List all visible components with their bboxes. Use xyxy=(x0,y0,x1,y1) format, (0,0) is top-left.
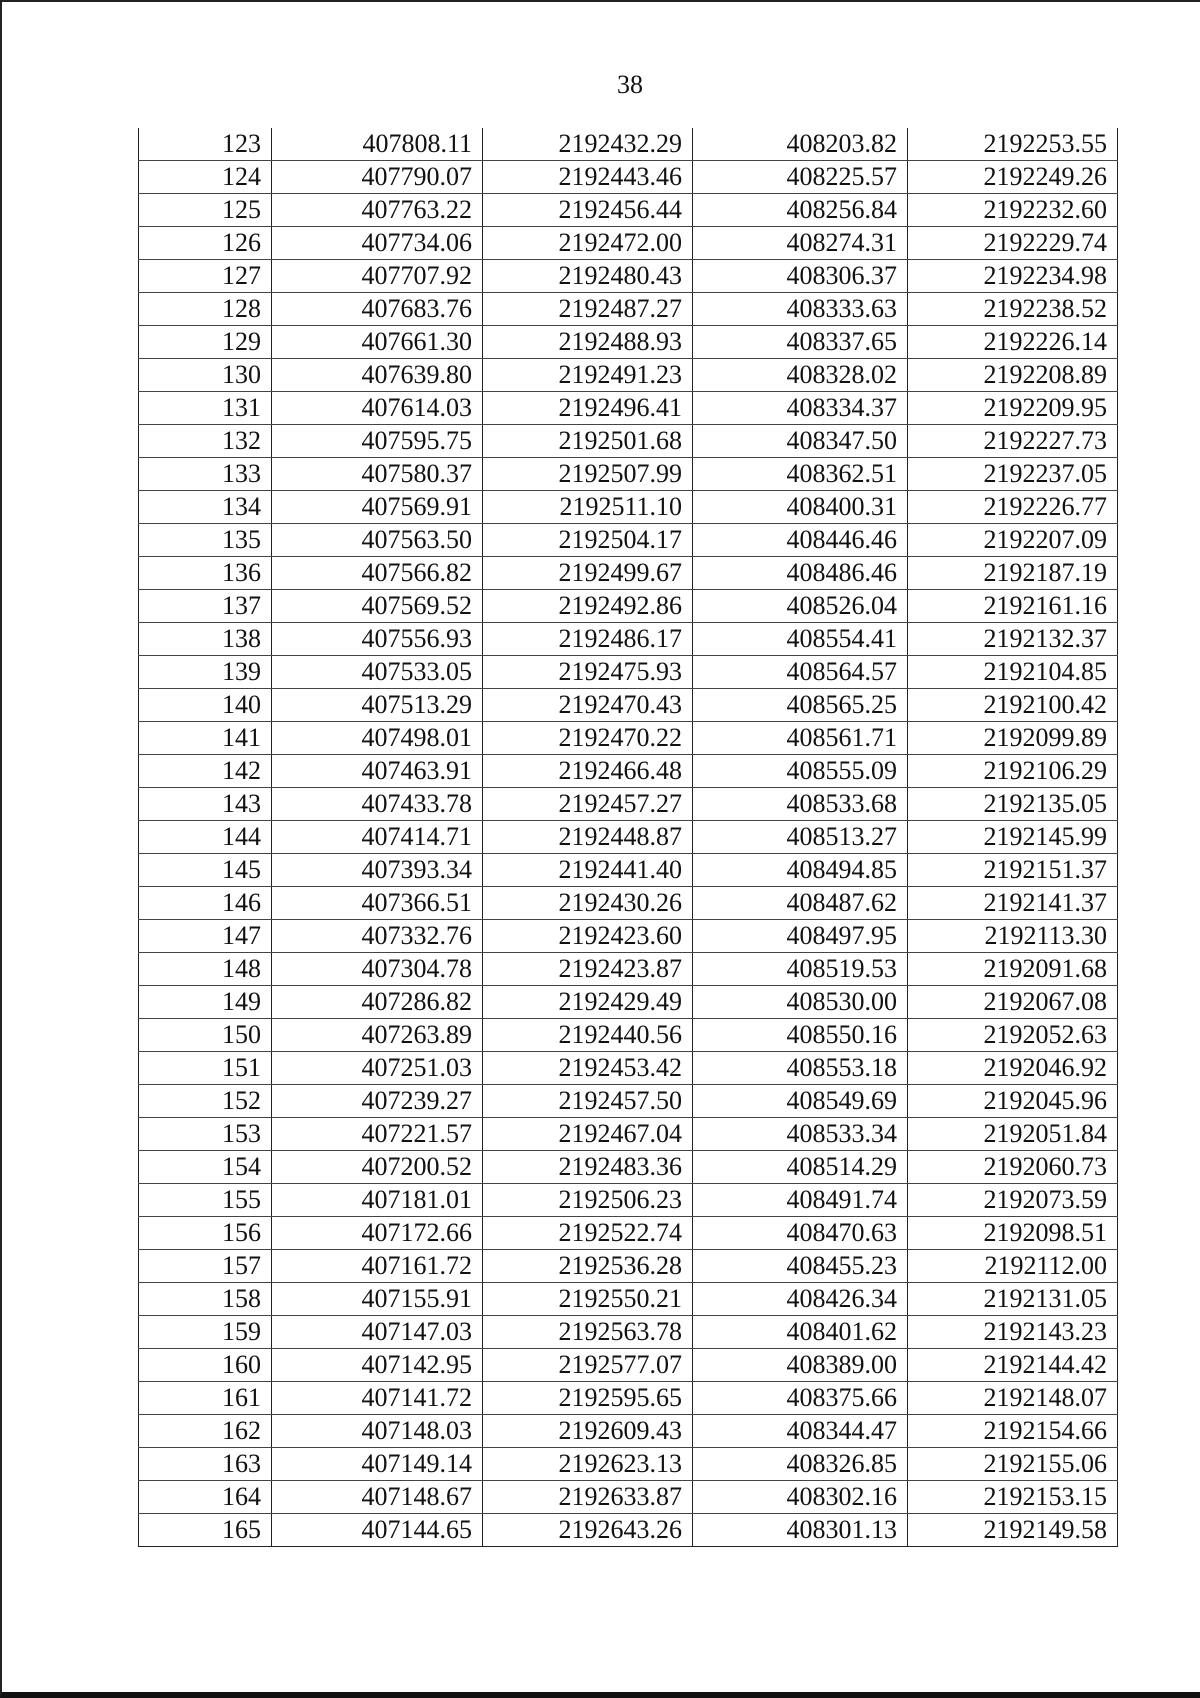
y2-cell: 2192067.08 xyxy=(908,986,1118,1019)
x2-cell: 408301.13 xyxy=(693,1514,908,1547)
x1-cell: 407181.01 xyxy=(272,1184,483,1217)
x2-cell: 408401.62 xyxy=(693,1316,908,1349)
table-row xyxy=(139,326,1118,359)
table-row xyxy=(139,1052,1118,1085)
point-number-cell: 135 xyxy=(139,524,272,557)
table-row xyxy=(139,854,1118,887)
y2-cell: 2192052.63 xyxy=(908,1019,1118,1052)
x1-cell: 407148.03 xyxy=(272,1415,483,1448)
y2-cell: 2192148.07 xyxy=(908,1382,1118,1415)
y1-cell: 2192507.99 xyxy=(483,458,693,491)
y2-cell: 2192113.30 xyxy=(908,920,1118,953)
x2-cell: 408533.68 xyxy=(693,788,908,821)
table-row xyxy=(139,788,1118,821)
x2-cell: 408565.25 xyxy=(693,689,908,722)
x1-cell: 407141.72 xyxy=(272,1382,483,1415)
x1-cell: 407286.82 xyxy=(272,986,483,1019)
y2-cell: 2192106.29 xyxy=(908,755,1118,788)
point-number-cell: 123 xyxy=(139,128,272,161)
y1-cell: 2192563.78 xyxy=(483,1316,693,1349)
point-number-cell: 132 xyxy=(139,425,272,458)
y1-cell: 2192623.13 xyxy=(483,1448,693,1481)
table-row xyxy=(139,1481,1118,1514)
y1-cell: 2192488.93 xyxy=(483,326,693,359)
table-row xyxy=(139,392,1118,425)
y2-cell: 2192149.58 xyxy=(908,1514,1118,1547)
y1-cell: 2192501.68 xyxy=(483,425,693,458)
x1-cell: 407533.05 xyxy=(272,656,483,689)
point-number-cell: 161 xyxy=(139,1382,272,1415)
x1-cell: 407580.37 xyxy=(272,458,483,491)
point-number-cell: 136 xyxy=(139,557,272,590)
point-number-cell: 160 xyxy=(139,1349,272,1382)
x2-cell: 408564.57 xyxy=(693,656,908,689)
x2-cell: 408494.85 xyxy=(693,854,908,887)
table-row xyxy=(139,887,1118,920)
point-number-cell: 149 xyxy=(139,986,272,1019)
y2-cell: 2192154.66 xyxy=(908,1415,1118,1448)
y2-cell: 2192141.37 xyxy=(908,887,1118,920)
y1-cell: 2192475.93 xyxy=(483,656,693,689)
table-row xyxy=(139,458,1118,491)
x1-cell: 407251.03 xyxy=(272,1052,483,1085)
point-number-cell: 142 xyxy=(139,755,272,788)
point-number-cell: 143 xyxy=(139,788,272,821)
y1-cell: 2192467.04 xyxy=(483,1118,693,1151)
x1-cell: 407366.51 xyxy=(272,887,483,920)
x1-cell: 407513.29 xyxy=(272,689,483,722)
y1-cell: 2192643.26 xyxy=(483,1514,693,1547)
x1-cell: 407149.14 xyxy=(272,1448,483,1481)
x2-cell: 408344.47 xyxy=(693,1415,908,1448)
x2-cell: 408497.95 xyxy=(693,920,908,953)
x2-cell: 408426.34 xyxy=(693,1283,908,1316)
y1-cell: 2192441.40 xyxy=(483,854,693,887)
y2-cell: 2192104.85 xyxy=(908,656,1118,689)
y1-cell: 2192453.42 xyxy=(483,1052,693,1085)
x1-cell: 407569.52 xyxy=(272,590,483,623)
x2-cell: 408513.27 xyxy=(693,821,908,854)
x2-cell: 408333.63 xyxy=(693,293,908,326)
y2-cell: 2192060.73 xyxy=(908,1151,1118,1184)
point-number-cell: 145 xyxy=(139,854,272,887)
y2-cell: 2192253.55 xyxy=(908,128,1118,161)
y1-cell: 2192443.46 xyxy=(483,161,693,194)
point-number-cell: 162 xyxy=(139,1415,272,1448)
x1-cell: 407463.91 xyxy=(272,755,483,788)
point-number-cell: 131 xyxy=(139,392,272,425)
point-number-cell: 128 xyxy=(139,293,272,326)
y2-cell: 2192227.73 xyxy=(908,425,1118,458)
y2-cell: 2192131.05 xyxy=(908,1283,1118,1316)
x1-cell: 407569.91 xyxy=(272,491,483,524)
x1-cell: 407808.11 xyxy=(272,128,483,161)
point-number-cell: 133 xyxy=(139,458,272,491)
table-row xyxy=(139,1118,1118,1151)
y1-cell: 2192430.26 xyxy=(483,887,693,920)
coordinate-table xyxy=(138,128,1118,1547)
point-number-cell: 152 xyxy=(139,1085,272,1118)
x1-cell: 407155.91 xyxy=(272,1283,483,1316)
y1-cell: 2192595.65 xyxy=(483,1382,693,1415)
point-number-cell: 153 xyxy=(139,1118,272,1151)
y2-cell: 2192232.60 xyxy=(908,194,1118,227)
y1-cell: 2192483.36 xyxy=(483,1151,693,1184)
y2-cell: 2192161.16 xyxy=(908,590,1118,623)
x2-cell: 408326.85 xyxy=(693,1448,908,1481)
table-row xyxy=(139,821,1118,854)
y1-cell: 2192577.07 xyxy=(483,1349,693,1382)
table-row xyxy=(139,920,1118,953)
y1-cell: 2192480.43 xyxy=(483,260,693,293)
point-number-cell: 141 xyxy=(139,722,272,755)
x1-cell: 407595.75 xyxy=(272,425,483,458)
x2-cell: 408554.41 xyxy=(693,623,908,656)
y2-cell: 2192073.59 xyxy=(908,1184,1118,1217)
x2-cell: 408549.69 xyxy=(693,1085,908,1118)
x2-cell: 408274.31 xyxy=(693,227,908,260)
y2-cell: 2192187.19 xyxy=(908,557,1118,590)
y2-cell: 2192153.15 xyxy=(908,1481,1118,1514)
x1-cell: 407661.30 xyxy=(272,326,483,359)
table-row xyxy=(139,986,1118,1019)
x2-cell: 408225.57 xyxy=(693,161,908,194)
y1-cell: 2192550.21 xyxy=(483,1283,693,1316)
point-number-cell: 155 xyxy=(139,1184,272,1217)
y1-cell: 2192633.87 xyxy=(483,1481,693,1514)
x1-cell: 407683.76 xyxy=(272,293,483,326)
y1-cell: 2192491.23 xyxy=(483,359,693,392)
point-number-cell: 127 xyxy=(139,260,272,293)
y1-cell: 2192496.41 xyxy=(483,392,693,425)
y1-cell: 2192423.87 xyxy=(483,953,693,986)
point-number-cell: 130 xyxy=(139,359,272,392)
y2-cell: 2192132.37 xyxy=(908,623,1118,656)
table-row xyxy=(139,1250,1118,1283)
x2-cell: 408347.50 xyxy=(693,425,908,458)
y2-cell: 2192208.89 xyxy=(908,359,1118,392)
table-row xyxy=(139,1085,1118,1118)
x2-cell: 408561.71 xyxy=(693,722,908,755)
y2-cell: 2192099.89 xyxy=(908,722,1118,755)
table-row xyxy=(139,722,1118,755)
y2-cell: 2192135.05 xyxy=(908,788,1118,821)
y1-cell: 2192429.49 xyxy=(483,986,693,1019)
coordinate-table-body xyxy=(139,128,1118,1547)
table-row xyxy=(139,689,1118,722)
x2-cell: 408337.65 xyxy=(693,326,908,359)
y1-cell: 2192457.27 xyxy=(483,788,693,821)
y2-cell: 2192143.23 xyxy=(908,1316,1118,1349)
table-row xyxy=(139,623,1118,656)
x1-cell: 407144.65 xyxy=(272,1514,483,1547)
y1-cell: 2192440.56 xyxy=(483,1019,693,1052)
y2-cell: 2192226.77 xyxy=(908,491,1118,524)
y1-cell: 2192487.27 xyxy=(483,293,693,326)
table-row xyxy=(139,161,1118,194)
table-row xyxy=(139,1514,1118,1547)
table-row xyxy=(139,491,1118,524)
y2-cell: 2192112.00 xyxy=(908,1250,1118,1283)
y2-cell: 2192155.06 xyxy=(908,1448,1118,1481)
x2-cell: 408306.37 xyxy=(693,260,908,293)
table-row xyxy=(139,590,1118,623)
x2-cell: 408328.02 xyxy=(693,359,908,392)
y2-cell: 2192237.05 xyxy=(908,458,1118,491)
x1-cell: 407614.03 xyxy=(272,392,483,425)
y2-cell: 2192046.92 xyxy=(908,1052,1118,1085)
x1-cell: 407148.67 xyxy=(272,1481,483,1514)
y2-cell: 2192226.14 xyxy=(908,326,1118,359)
x2-cell: 408375.66 xyxy=(693,1382,908,1415)
y1-cell: 2192522.74 xyxy=(483,1217,693,1250)
y2-cell: 2192229.74 xyxy=(908,227,1118,260)
table-row xyxy=(139,1316,1118,1349)
y2-cell: 2192045.96 xyxy=(908,1085,1118,1118)
x1-cell: 407332.76 xyxy=(272,920,483,953)
point-number-cell: 163 xyxy=(139,1448,272,1481)
point-number-cell: 159 xyxy=(139,1316,272,1349)
y1-cell: 2192456.44 xyxy=(483,194,693,227)
y2-cell: 2192238.52 xyxy=(908,293,1118,326)
point-number-cell: 158 xyxy=(139,1283,272,1316)
y1-cell: 2192506.23 xyxy=(483,1184,693,1217)
y1-cell: 2192504.17 xyxy=(483,524,693,557)
x1-cell: 407563.50 xyxy=(272,524,483,557)
x2-cell: 408400.31 xyxy=(693,491,908,524)
x2-cell: 408553.18 xyxy=(693,1052,908,1085)
table-row xyxy=(139,755,1118,788)
x2-cell: 408203.82 xyxy=(693,128,908,161)
x1-cell: 407304.78 xyxy=(272,953,483,986)
y2-cell: 2192207.09 xyxy=(908,524,1118,557)
x2-cell: 408519.53 xyxy=(693,953,908,986)
y1-cell: 2192432.29 xyxy=(483,128,693,161)
table-row xyxy=(139,1283,1118,1316)
point-number-cell: 156 xyxy=(139,1217,272,1250)
y1-cell: 2192492.86 xyxy=(483,590,693,623)
x2-cell: 408555.09 xyxy=(693,755,908,788)
x2-cell: 408526.04 xyxy=(693,590,908,623)
table-row xyxy=(139,524,1118,557)
x1-cell: 407172.66 xyxy=(272,1217,483,1250)
point-number-cell: 138 xyxy=(139,623,272,656)
x2-cell: 408256.84 xyxy=(693,194,908,227)
point-number-cell: 154 xyxy=(139,1151,272,1184)
table-row xyxy=(139,1217,1118,1250)
y1-cell: 2192470.22 xyxy=(483,722,693,755)
x1-cell: 407239.27 xyxy=(272,1085,483,1118)
point-number-cell: 165 xyxy=(139,1514,272,1547)
point-number-cell: 157 xyxy=(139,1250,272,1283)
y1-cell: 2192470.43 xyxy=(483,689,693,722)
x1-cell: 407147.03 xyxy=(272,1316,483,1349)
y2-cell: 2192144.42 xyxy=(908,1349,1118,1382)
point-number-cell: 140 xyxy=(139,689,272,722)
x2-cell: 408446.46 xyxy=(693,524,908,557)
x1-cell: 407433.78 xyxy=(272,788,483,821)
x2-cell: 408550.16 xyxy=(693,1019,908,1052)
table-row xyxy=(139,1184,1118,1217)
y2-cell: 2192091.68 xyxy=(908,953,1118,986)
table-row xyxy=(139,1151,1118,1184)
x1-cell: 407221.57 xyxy=(272,1118,483,1151)
table-row xyxy=(139,656,1118,689)
x2-cell: 408530.00 xyxy=(693,986,908,1019)
y1-cell: 2192609.43 xyxy=(483,1415,693,1448)
table-row xyxy=(139,1382,1118,1415)
x2-cell: 408362.51 xyxy=(693,458,908,491)
x1-cell: 407263.89 xyxy=(272,1019,483,1052)
table-row xyxy=(139,1415,1118,1448)
x1-cell: 407161.72 xyxy=(272,1250,483,1283)
point-number-cell: 150 xyxy=(139,1019,272,1052)
point-number-cell: 134 xyxy=(139,491,272,524)
point-number-cell: 147 xyxy=(139,920,272,953)
y1-cell: 2192472.00 xyxy=(483,227,693,260)
x1-cell: 407498.01 xyxy=(272,722,483,755)
x2-cell: 408491.74 xyxy=(693,1184,908,1217)
table-row xyxy=(139,260,1118,293)
x1-cell: 407393.34 xyxy=(272,854,483,887)
x2-cell: 408302.16 xyxy=(693,1481,908,1514)
table-row xyxy=(139,1448,1118,1481)
y2-cell: 2192051.84 xyxy=(908,1118,1118,1151)
table-row xyxy=(139,128,1118,161)
point-number-cell: 164 xyxy=(139,1481,272,1514)
y1-cell: 2192511.10 xyxy=(483,491,693,524)
x2-cell: 408389.00 xyxy=(693,1349,908,1382)
point-number-cell: 129 xyxy=(139,326,272,359)
table-row xyxy=(139,194,1118,227)
x2-cell: 408486.46 xyxy=(693,557,908,590)
point-number-cell: 151 xyxy=(139,1052,272,1085)
x1-cell: 407707.92 xyxy=(272,260,483,293)
point-number-cell: 139 xyxy=(139,656,272,689)
point-number-cell: 144 xyxy=(139,821,272,854)
y2-cell: 2192209.95 xyxy=(908,392,1118,425)
point-number-cell: 146 xyxy=(139,887,272,920)
y2-cell: 2192234.98 xyxy=(908,260,1118,293)
page-number: 38 xyxy=(617,70,643,99)
y1-cell: 2192499.67 xyxy=(483,557,693,590)
y2-cell: 2192145.99 xyxy=(908,821,1118,854)
x1-cell: 407142.95 xyxy=(272,1349,483,1382)
table-row xyxy=(139,359,1118,392)
point-number-cell: 148 xyxy=(139,953,272,986)
point-number-cell: 137 xyxy=(139,590,272,623)
table-row xyxy=(139,557,1118,590)
x2-cell: 408334.37 xyxy=(693,392,908,425)
y1-cell: 2192423.60 xyxy=(483,920,693,953)
x1-cell: 407556.93 xyxy=(272,623,483,656)
point-number-cell: 124 xyxy=(139,161,272,194)
table-row xyxy=(139,1349,1118,1382)
y2-cell: 2192098.51 xyxy=(908,1217,1118,1250)
x2-cell: 408487.62 xyxy=(693,887,908,920)
x2-cell: 408533.34 xyxy=(693,1118,908,1151)
y2-cell: 2192151.37 xyxy=(908,854,1118,887)
y1-cell: 2192486.17 xyxy=(483,623,693,656)
x1-cell: 407566.82 xyxy=(272,557,483,590)
x1-cell: 407639.80 xyxy=(272,359,483,392)
x2-cell: 408470.63 xyxy=(693,1217,908,1250)
y2-cell: 2192100.42 xyxy=(908,689,1118,722)
y1-cell: 2192466.48 xyxy=(483,755,693,788)
table-row xyxy=(139,953,1118,986)
x1-cell: 407763.22 xyxy=(272,194,483,227)
table-row xyxy=(139,227,1118,260)
y1-cell: 2192457.50 xyxy=(483,1085,693,1118)
x2-cell: 408455.23 xyxy=(693,1250,908,1283)
table-row xyxy=(139,1019,1118,1052)
x1-cell: 407734.06 xyxy=(272,227,483,260)
y2-cell: 2192249.26 xyxy=(908,161,1118,194)
x1-cell: 407414.71 xyxy=(272,821,483,854)
table-row xyxy=(139,425,1118,458)
table-row xyxy=(139,293,1118,326)
x1-cell: 407200.52 xyxy=(272,1151,483,1184)
point-number-cell: 125 xyxy=(139,194,272,227)
x2-cell: 408514.29 xyxy=(693,1151,908,1184)
y1-cell: 2192536.28 xyxy=(483,1250,693,1283)
point-number-cell: 126 xyxy=(139,227,272,260)
x1-cell: 407790.07 xyxy=(272,161,483,194)
y1-cell: 2192448.87 xyxy=(483,821,693,854)
